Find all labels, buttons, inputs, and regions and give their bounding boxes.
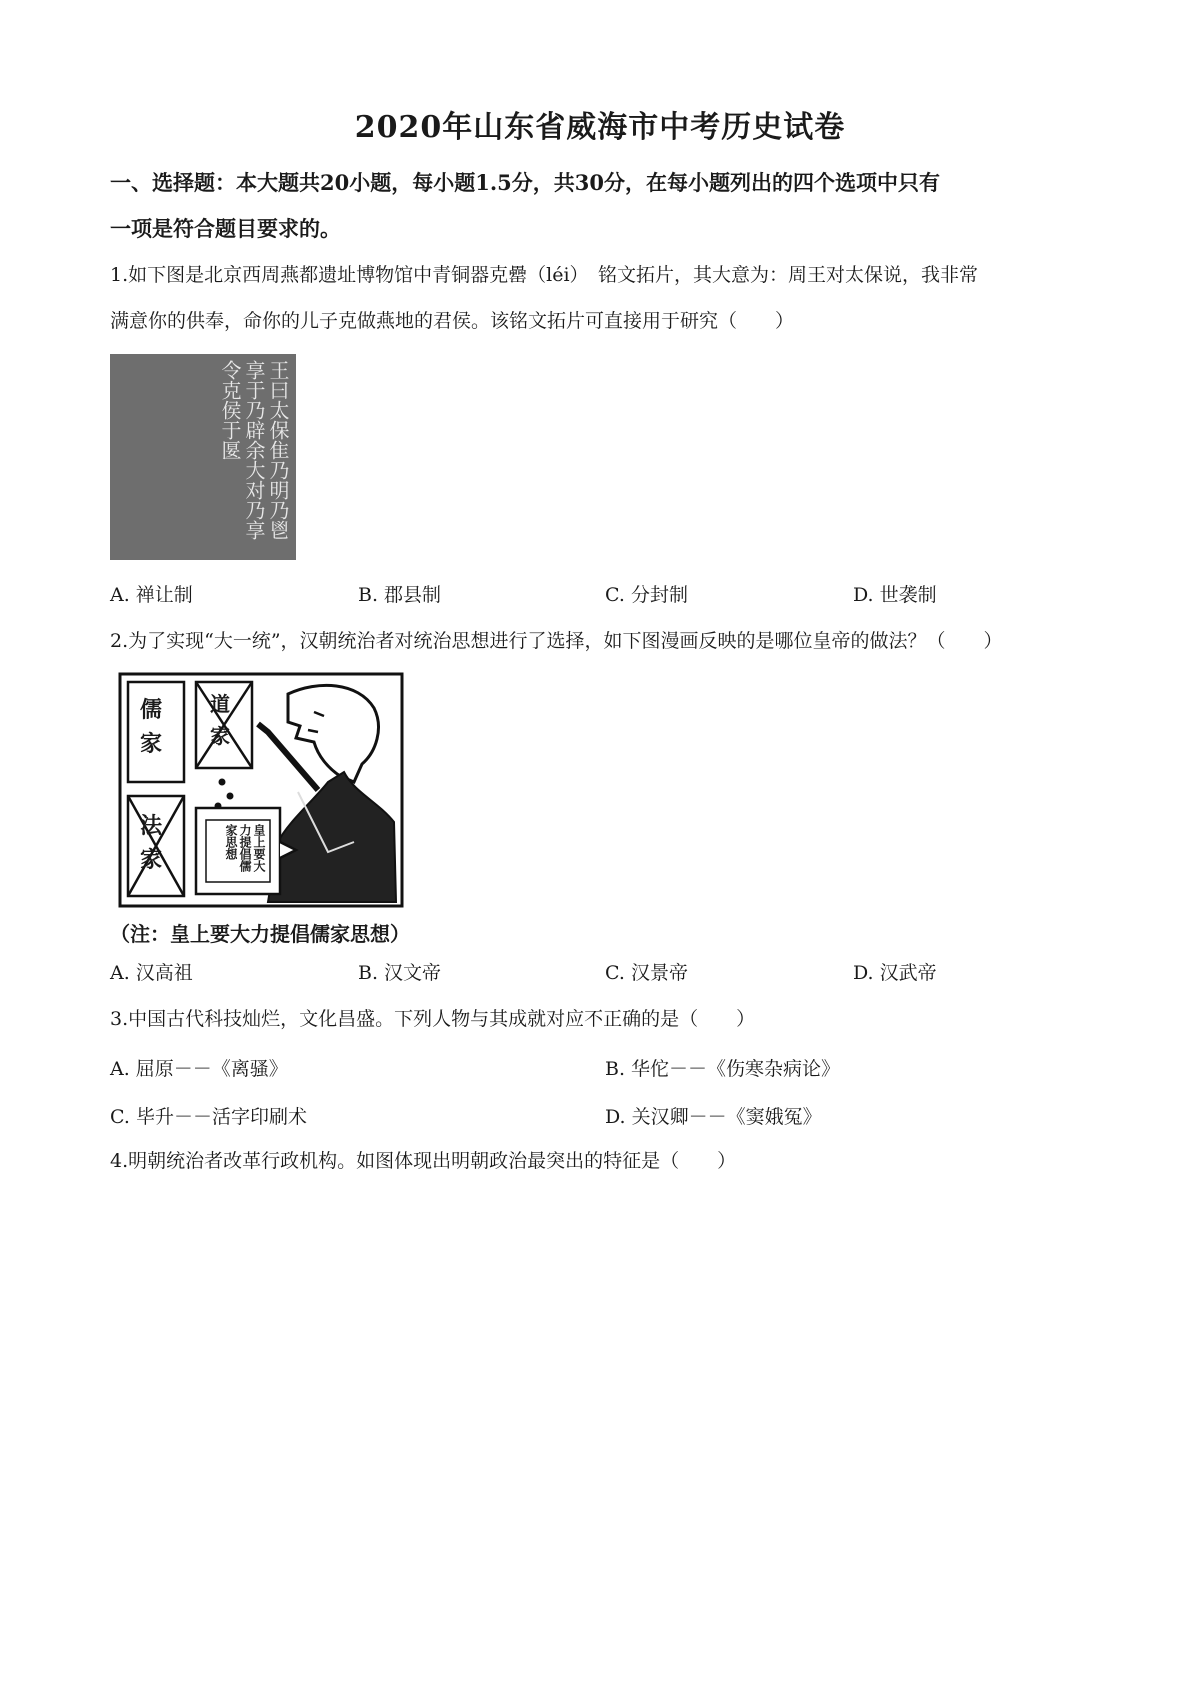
q3-option-c[interactable]: C. 毕升－－活字印刷术 xyxy=(110,1106,307,1128)
bronze-inscription-rubbing xyxy=(110,354,296,560)
section-heading-line1: 一、选择题：本大题共20小题，每小题1.5分，共30分，在每小题列出的四个选项中只有 xyxy=(110,170,940,195)
cartoon-label-daoist: 道家 xyxy=(210,692,230,748)
section-heading-line2: 一项是符合题目要求的。 xyxy=(110,216,341,241)
q2-option-d[interactable]: D. 汉武帝 xyxy=(853,962,937,984)
q3-option-a[interactable]: A. 屈原－－《离骚》 xyxy=(110,1058,288,1080)
cartoon-label-legalist: 法家 xyxy=(140,814,163,873)
q1-option-c[interactable]: C. 分封制 xyxy=(605,584,688,606)
q2-stem: 2.为了实现“大一统”，汉朝统治者对统治思想进行了选择，如下图漫画反映的是哪位皇帝的做法？（ ） xyxy=(110,630,1003,652)
rubbing-inscription-text: 王曰太保隹乃明乃鬯享于乃辟余大对乃享令克侯于匽 xyxy=(218,360,290,540)
q3-option-b[interactable]: B. 华佗－－《伤寒杂病论》 xyxy=(605,1058,841,1080)
cartoon-speech-bubble: 皇上要大力提倡儒家思想 xyxy=(224,824,266,872)
q1-option-a[interactable]: A. 禅让制 xyxy=(110,584,193,606)
page-title: 2020年山东省威海市中考历史试卷 xyxy=(354,110,846,145)
q2-option-a[interactable]: A. 汉高祖 xyxy=(110,962,193,984)
q1-option-d[interactable]: D. 世袭制 xyxy=(853,584,937,606)
q3-option-d[interactable]: D. 关汉卿－－《窦娥冤》 xyxy=(605,1106,822,1128)
q2-option-b[interactable]: B. 汉文帝 xyxy=(358,962,442,984)
cartoon-label-confucian: 儒家 xyxy=(140,698,163,757)
q2-cartoon-note: （注：皇上要大力提倡儒家思想） xyxy=(110,922,410,946)
q1-option-b[interactable]: B. 郡县制 xyxy=(358,584,442,606)
q4-stem: 4.明朝统治者改革行政机构。如图体现出明朝政治最突出的特征是（ ） xyxy=(110,1150,737,1172)
han-dynasty-cartoon xyxy=(118,672,404,908)
q3-stem: 3.中国古代科技灿烂，文化昌盛。下列人物与其成就对应不正确的是（ ） xyxy=(110,1008,756,1030)
q1-stem-line1: 1.如下图是北京西周燕都遗址博物馆中青铜器克罍（léi） 铭文拓片，其大意为：周王对太保说，我非常 xyxy=(110,264,979,286)
q2-option-c[interactable]: C. 汉景帝 xyxy=(605,962,688,984)
q1-stem-line2: 满意你的供奉，命你的儿子克做燕地的君侯。该铭文拓片可直接用于研究（ ） xyxy=(110,310,795,332)
